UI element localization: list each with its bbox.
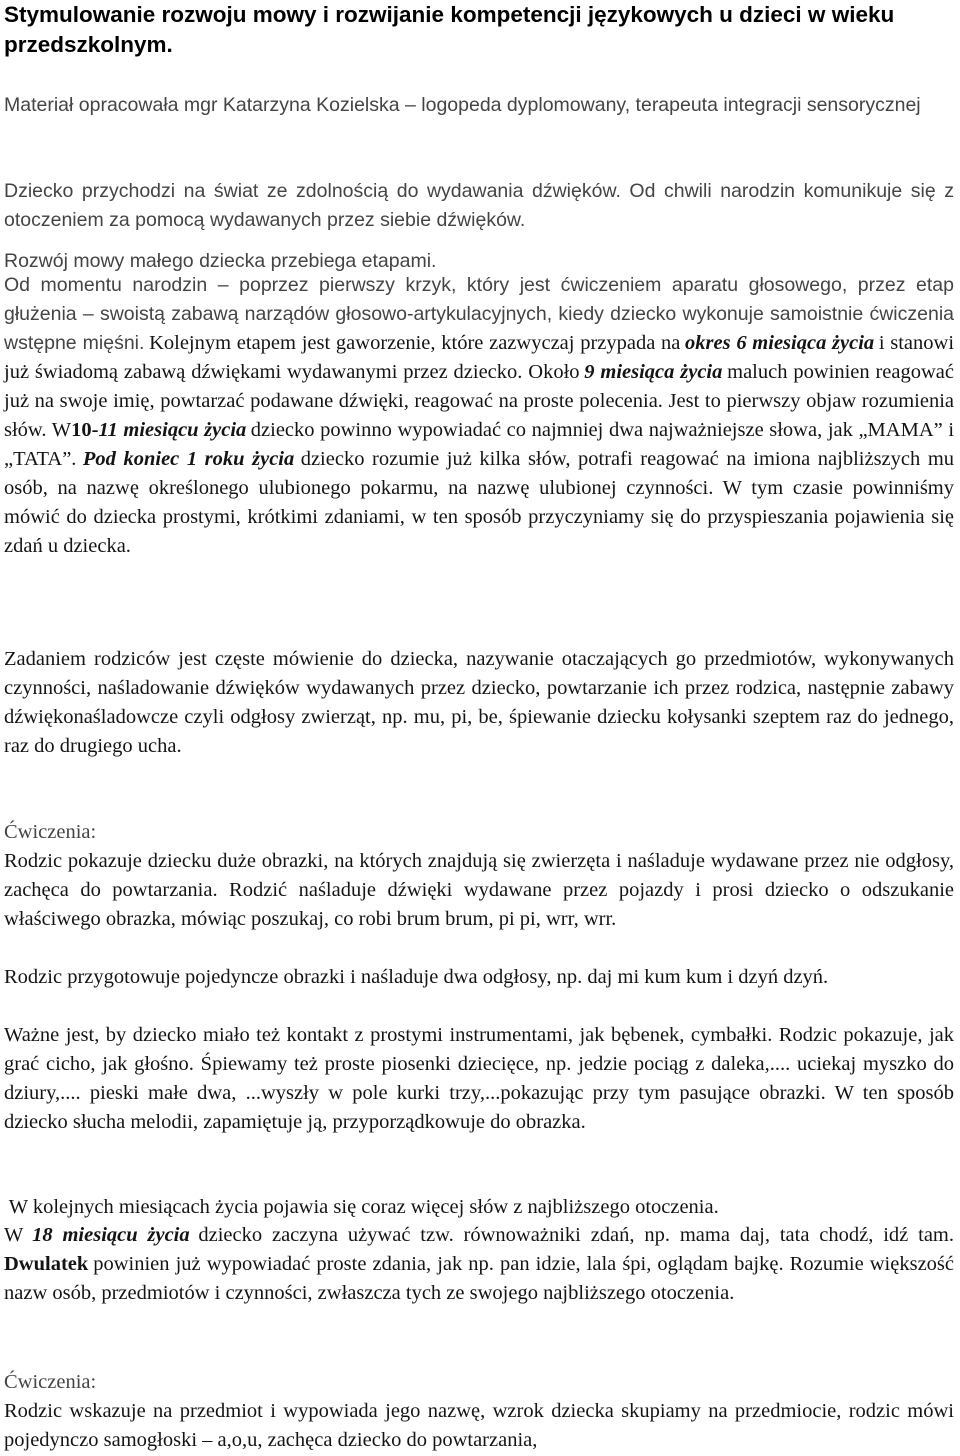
exercise-paragraph-4: Rodzic wskazuje na przedmiot i wypowiada jego nazwę, wzrok dziecka skupiamy na przedmiocie, rodzic mówi pojedynczo samogłoski – a,o,u, zachęca dziecko do powtarzania, bbox=[4, 1400, 954, 1451]
p1-text-d: i stanowi już świadomą zabawą dźwiękami wydawanymi przez dziecko. Około bbox=[4, 332, 955, 383]
exercises-heading-2: Ćwiczenia: bbox=[4, 1371, 97, 1393]
p1-text-k: dziecko rozumie już kilka słów, potrafi reagować na imiona najbliższych mu osób, na nazwę określonego ulubionego pokarmu, na nazwę ulubionej czynności. W tym czasie powinniśmy mówić do dziecka prostymi, krótkimi zdaniami, w ten sposób przyczyniamy się do przyspieszania pojawienia się zdań u dziecka. bbox=[4, 448, 955, 557]
p1-text-b: Kolejnym etapem jest gaworzenie, które zazwyczaj przypada na bbox=[149, 332, 681, 354]
p4-text-e: powinien już wypowiadać proste zdania, jak np. pan idzie, lala śpi, oglądam bajkę. Rozumie większość nazw osób, przedmiotów i czynności, zwłaszcza tych ze swojego najbliższego otoczenia. bbox=[4, 1253, 954, 1304]
intro-paragraph: Dziecko przychodzi na świat ze zdolnością do wydawania dźwięków. Od chwili narodzin komunikuje się z otoczeniem za pomocą wydawanych przez siebie dźwięków. bbox=[4, 180, 954, 231]
next-months-line: W kolejnych miesiącach życia pojawia się coraz więcej słów z najbliższego otoczenia. bbox=[4, 1196, 719, 1218]
development-paragraph bbox=[4, 271, 954, 561]
p1-emphasis-9-months: 9 miesiąca życia bbox=[584, 361, 723, 383]
exercise-paragraph-3: Ważne jest, by dziecko miało też kontakt z prostymi instrumentami, jak bębenek, cymbałki. Rodzic pokazuje, jak grać cicho, jak głośno. Śpiewamy też proste piosenki dziecięce, np. jedzie pociąg z daleka,.... uciekaj myszko do dziury,.... pieski małe dwa, ...wyszły w pole kurki trzy,...pokazując przy tym pasujące obrazki. W ten sposób dziecko słucha melodii, zapamiętuje ją, przyporządkowuje do obrazka. bbox=[4, 1024, 954, 1133]
p1-text-f: maluch powinien reagować już na swoje imię, powtarzać podawane dźwięki, reagować na proste polecenia. Jest to pierwszy objaw rozumienia słów. W bbox=[4, 361, 955, 441]
p4-emphasis-two-year-old: Dwulatek bbox=[4, 1253, 89, 1275]
parents-task-paragraph: Zadaniem rodziców jest częste mówienie do dziecka, nazywanie otaczających go przedmiotów, wykonywanych czynności, naśladowanie dźwięków wydawanych przez dziecko, powtarzanie ich przez rodzica, następnie zabawy dźwiękonaśladowcze czyli odgłosy zwierząt, np. mu, pi, be, śpiewanie dziecku kołysanki szeptem raz do jednego, raz do drugiego ucha. bbox=[4, 648, 954, 757]
exercise-paragraph-2: Rodzic przygotowuje pojedyncze obrazki i naśladuje dwa odgłosy, np. daj mi kum kum i dzyń dzyń. bbox=[4, 966, 829, 988]
p4-emphasis-18-months: 18 miesiącu życia bbox=[32, 1224, 190, 1246]
author-line: Materiał opracowała mgr Katarzyna Kozielska – logopeda dyplomowany, terapeuta integracji sensorycznej bbox=[4, 94, 921, 116]
p1-emphasis-11-months: 11 miesiącu życia bbox=[98, 419, 247, 441]
p1-emphasis-10: 10- bbox=[71, 419, 99, 441]
p1-emphasis-1-year: Pod koniec 1 roku życia bbox=[82, 448, 295, 470]
p4-text-a: W bbox=[4, 1224, 24, 1246]
p1-emphasis-6-months: okres 6 miesiąca życia bbox=[685, 332, 875, 354]
exercises-heading-1: Ćwiczenia: bbox=[4, 821, 97, 843]
stages-line: Rozwój mowy małego dziecka przebiega etapami. bbox=[4, 250, 437, 272]
exercise-paragraph-1: Rodzic pokazuje dziecku duże obrazki, na których znajdują się zwierzęta i naśladuje wydawane przez nie odgłosy, zachęca do powtarzania. Rodzić naśladuje dźwięki wydawane przez pojazdy i prosi dziecko o odszukanie właściwego obrazka, mówiąc poszukaj, co robi brum brum, pi pi, wrr, wrr. bbox=[4, 850, 954, 930]
p1-text-a: Od momentu narodzin – poprzez pierwszy krzyk, który jest ćwiczeniem aparatu głosowego, przez etap głużenia – swoistą zabawą narządów głosowo-artykulacyjnych, kiedy dziecko wykonuje samoistnie ćwiczenia wstępne mięśni. bbox=[4, 274, 954, 354]
document-title: Stymulowanie rozwoju mowy i rozwijanie kompetencji językowych u dzieci w wieku przedszkolnym. bbox=[4, 2, 895, 57]
p1-text-i: dziecko powinno wypowiadać co najmniej dwa najważniejsze słowa, jak „MAMA” i „TATA”. bbox=[4, 419, 955, 470]
p4-text-c: dziecko zaczyna używać tzw. równoważniki zdań, np. mama daj, tata chodź, idź tam. bbox=[198, 1224, 955, 1246]
toddler-paragraph bbox=[4, 1221, 954, 1308]
